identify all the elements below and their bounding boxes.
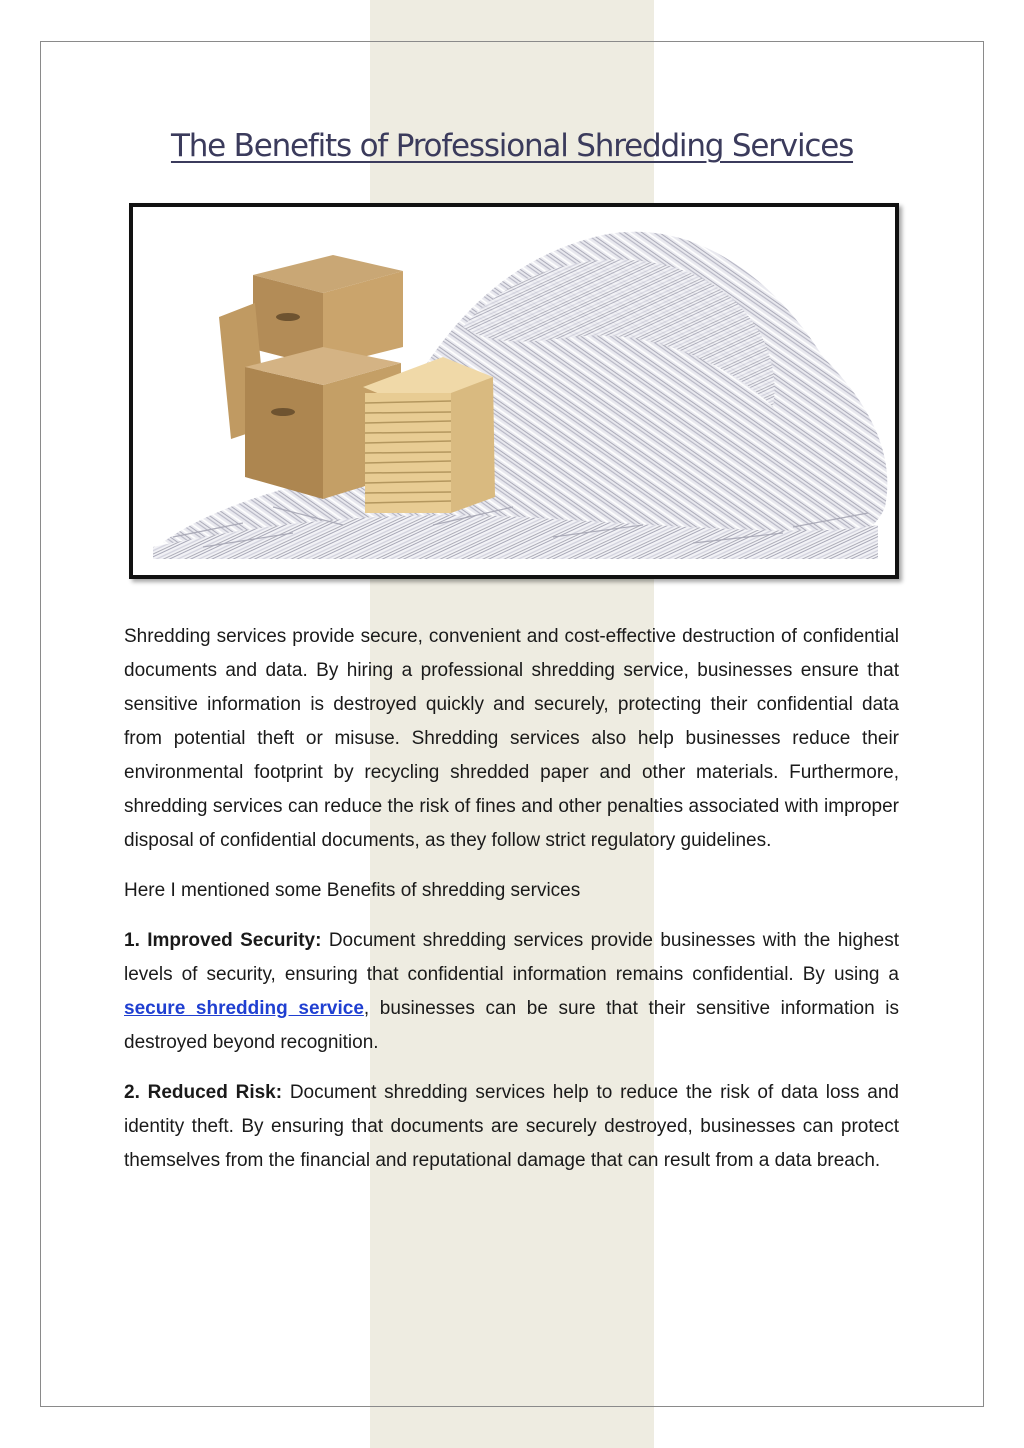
benefit-item-security: [124, 924, 899, 1060]
secure-shredding-service-link[interactable]: secure shredding service: [124, 998, 364, 1019]
intro-paragraph: Shredding services provide secure, convenient and cost-effective destruction of confidential documents and data. By hiring a professional shredding service, businesses ensure that sensitive information is destroyed quickly and securely, protecting their confidential data from potential theft or misuse. Shredding services also help businesses reduce their environmental footprint by recycling shredded paper and other materials. Furthermore, shredding services can reduce the risk of fines and other penalties associated with improper disposal of confidential documents, as they follow strict regulatory guidelines.: [124, 626, 899, 851]
benefit-text: Document shredding services provide businesses with the highest levels of security, ensuring that confidential information remains confidential. By using a: [124, 930, 900, 985]
benefits-intro: Here I mentioned some Benefits of shredding services: [124, 880, 581, 901]
benefit-text: , businesses can be sure that their sensitive information is destroyed beyond recognition.: [124, 998, 899, 1053]
article-body: [124, 620, 899, 1194]
shredded-paper-and-boxes-illustration: [133, 207, 895, 575]
benefit-item-risk: [124, 1076, 899, 1178]
benefit-heading: 1. Improved Security:: [124, 930, 322, 951]
benefit-heading: 2. Reduced Risk:: [124, 1082, 283, 1103]
hero-image: [129, 203, 899, 579]
file-folder-stack: [363, 357, 495, 513]
page-title: The Benefits of Professional Shredding Services: [170, 128, 854, 164]
benefit-text: Document shredding services help to reduce the risk of data loss and identity theft. By ensuring that documents are securely destroyed, businesses can protect themselves from the financial and reputational damage that can result from a data breach.: [124, 1082, 899, 1171]
